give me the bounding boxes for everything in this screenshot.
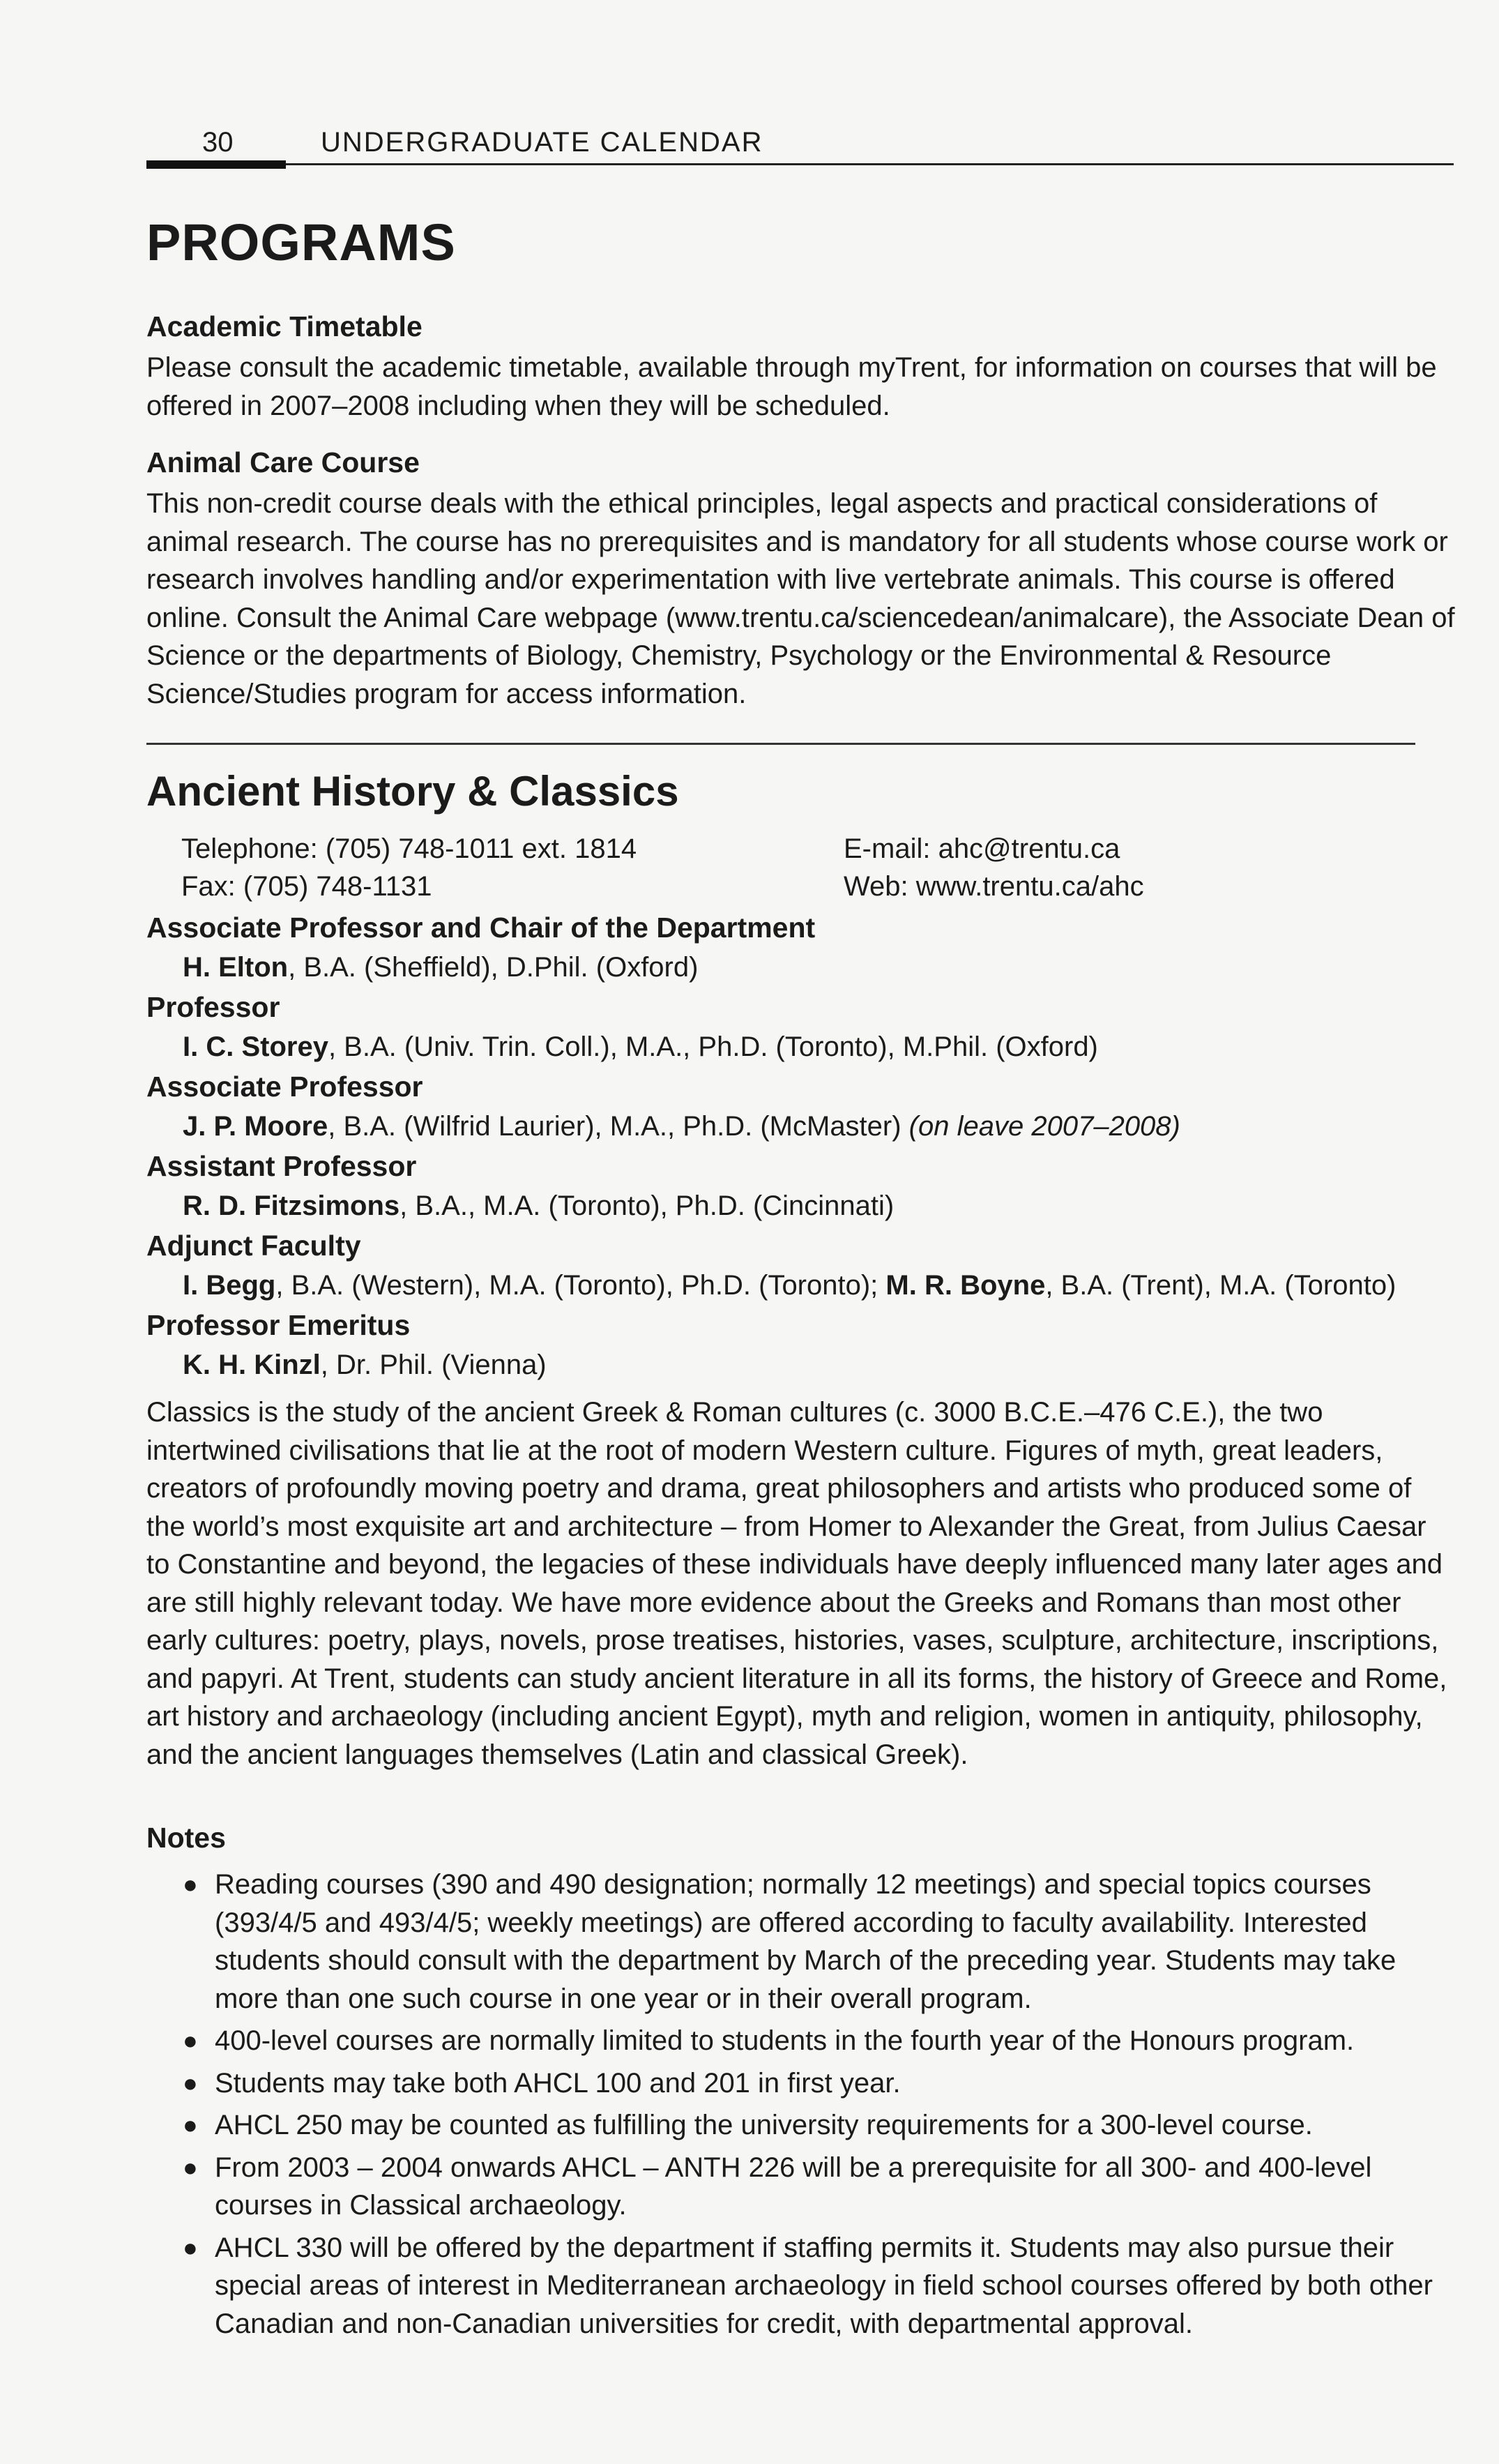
faculty-role: Professor Emeritus xyxy=(146,1309,411,1341)
faculty-member xyxy=(146,947,1457,988)
list-item xyxy=(146,2149,1457,2225)
contact-line-2 xyxy=(181,868,1422,905)
note-text: From 2003 – 2004 onwards AHCL – ANTH 226 will be a prerequisite for all 300- and 400-level courses in Classical archaeology. xyxy=(215,2152,1372,2221)
section-description: Classics is the study of the ancient Greek & Roman cultures (c. 3000 B.C.E.–476 C.E.), the two intertwined civilisations that lie at the root of modern Western culture. Figures of myth, great leaders, creators of profoundly moving poetry and drama, great philosophers and artists who produced some of the world’s most exquisite art and architecture – from Homer to Alexander the Great, from Julius Caesar to Constantine and beyond, the legacies of these individuals have deeply influenced many later ages and are still highly relevant today. We have more evidence about the Greeks and Romans than most other early cultures: poetry, plays, novels, prose treatises, histories, vases, sculpture, architecture, inscriptions, and papyri. At Trent, students can study ancient literature in all its forms, the history of Greece and Rome, art history and archaeology (including ancient Egypt), myth and religion, women in antiquity, philosophy, and the ancient languages themselves (Latin and classical Greek). xyxy=(146,1397,1447,1770)
faculty-name: K. H. Kinzl xyxy=(183,1350,321,1380)
contact-line-1 xyxy=(181,830,1422,868)
bullet-icon: ● xyxy=(183,1870,198,1898)
faculty-list xyxy=(146,908,1457,1385)
faculty-member xyxy=(146,1027,1457,1067)
bullet-icon: ● xyxy=(183,2068,198,2097)
email: E-mail: ahc@trentu.ca xyxy=(844,833,1120,864)
animal-care-heading: Animal Care Course xyxy=(146,446,420,478)
faculty-credentials: , B.A. (Univ. Trin. Coll.), M.A., Ph.D. (Toronto), M.Phil. (Oxford) xyxy=(328,1031,1098,1062)
note-text: Reading courses (390 and 490 designation; normally 12 meetings) and special topics courses (393/4/5 and 493/4/5; weekly meetings) are offered according to faculty availability. Interested students should consult with the department by March of the preceding year. Students may take more than one such course in one year or in their overall program. xyxy=(215,1869,1397,2014)
faculty-credentials: , B.A. (Wilfrid Laurier), M.A., Ph.D. (McMaster) xyxy=(328,1111,909,1142)
bullet-icon: ● xyxy=(183,2152,198,2182)
faculty-member xyxy=(146,1345,1457,1385)
note-text: 400-level courses are normally limited to students in the fourth year of the Honours program. xyxy=(215,2025,1355,2056)
page-title: PROGRAMS xyxy=(146,213,456,271)
academic-timetable-block xyxy=(146,310,1457,425)
faculty-role: Associate Professor and Chair of the Department xyxy=(146,912,816,944)
list-item xyxy=(146,2022,1457,2060)
note-text: AHCL 250 may be counted as fulfilling the university requirements for a 300-level course. xyxy=(215,2110,1313,2140)
bullet-icon: ● xyxy=(183,2110,198,2139)
faculty-name: I. Begg xyxy=(183,1270,276,1301)
faculty-credentials: , Dr. Phil. (Vienna) xyxy=(320,1350,547,1380)
notes-list xyxy=(146,1866,1457,2347)
list-item xyxy=(146,1866,1457,2018)
faculty-name: I. C. Storey xyxy=(183,1031,328,1062)
section-divider xyxy=(146,743,1415,745)
leave-note: (on leave 2007–2008) xyxy=(908,1111,1180,1142)
list-item xyxy=(146,2064,1457,2103)
academic-timetable-text: Please consult the academic timetable, available through myTrent, for information on courses that will be offered in 2007–2008 including when they will be scheduled. xyxy=(146,352,1437,421)
faculty-role: Adjunct Faculty xyxy=(146,1230,361,1262)
header-rule-accent xyxy=(146,160,286,169)
bullet-icon: ● xyxy=(183,2026,198,2055)
faculty-credentials: , B.A. (Trent), M.A. (Toronto) xyxy=(1045,1270,1397,1301)
header-rule xyxy=(146,163,1454,165)
telephone: Telephone: (705) 748-1011 ext. 1814 xyxy=(181,833,637,864)
animal-care-text: This non-credit course deals with the ethical principles, legal aspects and practical considerations of animal research. The course has no prerequisites and is mandatory for all students whose course work or research involves handling and/or experimentation with live vertebrate animals. This course is offered online. Consult the Animal Care webpage (www.trentu.ca/sciencedean/animalcare), the Associate Dean of Science or the departments of Biology, Chemistry, Psychology or the Environmental & Resource Science/Studies program for access information. xyxy=(146,488,1455,709)
faculty-credentials: , B.A. (Sheffield), D.Phil. (Oxford) xyxy=(288,952,699,983)
web: Web: www.trentu.ca/ahc xyxy=(844,871,1144,902)
faculty-credentials: , B.A. (Western), M.A. (Toronto), Ph.D. (Toronto); xyxy=(275,1270,886,1301)
fax: Fax: (705) 748-1131 xyxy=(181,871,432,902)
faculty-member xyxy=(146,1186,1457,1226)
faculty-credentials: , B.A., M.A. (Toronto), Ph.D. (Cincinnati) xyxy=(400,1191,895,1221)
faculty-name: M. R. Boyne xyxy=(885,1270,1046,1301)
note-text: Students may take both AHCL 100 and 201 in first year. xyxy=(215,2067,901,2099)
list-item xyxy=(146,2106,1457,2145)
note-text: AHCL 330 will be offered by the department if staffing permits it. Students may also pursue their special areas of interest in Mediterranean archaeology in field school courses offered by both other Canadian and non-Canadian universities for credit, with departmental approval. xyxy=(215,2232,1433,2339)
faculty-name: R. D. Fitzsimons xyxy=(183,1191,400,1221)
faculty-name: H. Elton xyxy=(183,952,289,983)
running-head: UNDERGRADUATE CALENDAR xyxy=(321,127,763,158)
faculty-member xyxy=(146,1106,1457,1147)
academic-timetable-heading: Academic Timetable xyxy=(146,310,423,342)
faculty-role: Associate Professor xyxy=(146,1071,423,1103)
list-item xyxy=(146,2229,1457,2343)
faculty-role: Assistant Professor xyxy=(146,1150,417,1182)
faculty-role: Professor xyxy=(146,991,280,1023)
faculty-name: J. P. Moore xyxy=(183,1111,328,1142)
page-number: 30 xyxy=(202,127,234,158)
page-header xyxy=(146,124,1454,166)
animal-care-block xyxy=(146,446,1457,713)
faculty-member xyxy=(146,1265,1457,1306)
notes-heading: Notes xyxy=(146,1822,226,1854)
bullet-icon: ● xyxy=(183,2232,198,2262)
section-title: Ancient History & Classics xyxy=(146,768,679,815)
contact-info xyxy=(181,830,1422,905)
